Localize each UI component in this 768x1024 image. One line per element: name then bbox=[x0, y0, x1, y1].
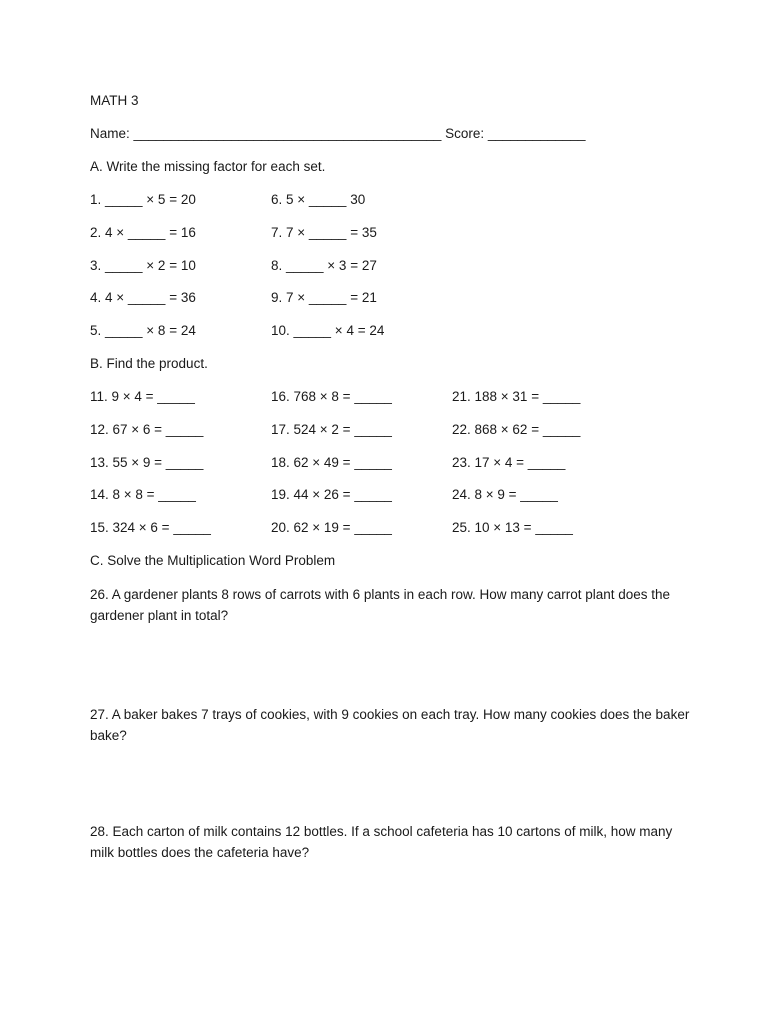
section-b-heading: B. Find the product. bbox=[90, 356, 208, 371]
section-b-item-11: 11. 9 × 4 = _____ bbox=[90, 389, 195, 404]
section-b-item-25: 25. 10 × 13 = _____ bbox=[452, 520, 573, 535]
word-problem-26: 26. A gardener plants 8 rows of carrots with 6 plants in each row. How many carrot plant does the gardener plant in total? bbox=[90, 587, 671, 623]
section-b-item-12: 12. 67 × 6 = _____ bbox=[90, 422, 204, 437]
section-c-heading: C. Solve the Multiplication Word Problem bbox=[90, 553, 336, 568]
section-a-item-5: 5. _____ × 8 = 24 bbox=[90, 323, 196, 338]
section-b-item-24: 24. 8 × 9 = _____ bbox=[452, 487, 558, 502]
section-a-item-9: 9. 7 × _____ = 21 bbox=[271, 290, 377, 305]
section-a-item-7: 7. 7 × _____ = 35 bbox=[271, 225, 377, 240]
section-a-item-3: 3. _____ × 2 = 10 bbox=[90, 258, 196, 273]
section-b-item-13: 13. 55 × 9 = _____ bbox=[90, 455, 204, 470]
worksheet-title: MATH 3 bbox=[90, 93, 139, 108]
section-b-item-23: 23. 17 × 4 = _____ bbox=[452, 455, 566, 470]
section-b-item-20: 20. 62 × 19 = _____ bbox=[271, 520, 392, 535]
word-problem-28: 28. Each carton of milk contains 12 bottles. If a school cafeteria has 10 cartons of milk, how many milk bottles does the cafeteria have? bbox=[90, 824, 673, 860]
section-b-item-16: 16. 768 × 8 = _____ bbox=[271, 389, 392, 404]
section-a-item-10: 10. _____ × 4 = 24 bbox=[271, 323, 385, 338]
section-a-item-2: 2. 4 × _____ = 16 bbox=[90, 225, 196, 240]
section-b-item-17: 17. 524 × 2 = _____ bbox=[271, 422, 392, 437]
section-a-heading: A. Write the missing factor for each set. bbox=[90, 159, 326, 174]
section-b-item-22: 22. 868 × 62 = _____ bbox=[452, 422, 581, 437]
section-b-item-14: 14. 8 × 8 = _____ bbox=[90, 487, 196, 502]
section-b-item-18: 18. 62 × 49 = _____ bbox=[271, 455, 392, 470]
name-score-line: Name: _________________________________________ Score: _____________ bbox=[90, 126, 586, 141]
section-b-item-15: 15. 324 × 6 = _____ bbox=[90, 520, 211, 535]
section-b-item-21: 21. 188 × 31 = _____ bbox=[452, 389, 581, 404]
word-problem-27: 27. A baker bakes 7 trays of cookies, with 9 cookies on each tray. How many cookies does the baker bake? bbox=[90, 707, 690, 743]
section-a-item-8: 8. _____ × 3 = 27 bbox=[271, 258, 377, 273]
section-b-item-19: 19. 44 × 26 = _____ bbox=[271, 487, 392, 502]
section-a-item-4: 4. 4 × _____ = 36 bbox=[90, 290, 196, 305]
section-a-item-6: 6. 5 × _____ 30 bbox=[271, 192, 366, 207]
section-a-item-1: 1. _____ × 5 = 20 bbox=[90, 192, 196, 207]
